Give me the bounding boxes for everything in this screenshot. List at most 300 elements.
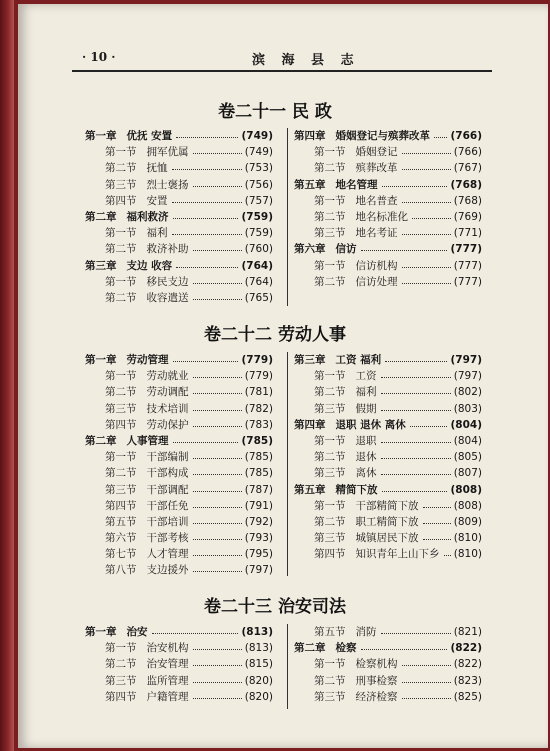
page-header	[72, 48, 492, 72]
entry-title: 烈士褒扬	[146, 178, 189, 191]
column-divider	[287, 352, 288, 576]
dot-leader	[402, 689, 451, 699]
entry-number: 第一节	[314, 194, 346, 207]
entry-number: 第三节	[105, 402, 137, 415]
entry-number: 第二节	[314, 210, 346, 223]
page-number: · 10 ·	[82, 50, 116, 64]
entry-number: 第一节	[314, 370, 346, 383]
entry-title: 治安	[126, 626, 148, 638]
entry-number: 第二节	[105, 162, 137, 175]
entry-title: 殡葬改革	[355, 162, 398, 175]
entry-page: (820)	[244, 674, 273, 687]
entry-title: 福利	[146, 227, 168, 240]
entry-page: (810)	[453, 548, 482, 561]
toc-section-entry	[85, 225, 273, 241]
toc-section-entry	[85, 241, 273, 257]
toc-section-entry	[85, 193, 273, 209]
dot-leader	[402, 274, 451, 284]
entry-number: 第三节	[314, 467, 346, 480]
entry-page: (764)	[241, 259, 273, 272]
entry-page: (820)	[244, 690, 273, 703]
dot-leader	[193, 384, 242, 394]
entry-title: 抚恤	[146, 162, 168, 175]
entry-page: (805)	[453, 451, 482, 464]
volume-title-21: 卷二十一 民 政	[218, 102, 332, 122]
entry-title: 地名标准化	[355, 210, 408, 223]
toc-section-entry	[85, 530, 273, 546]
toc-section-entry	[85, 401, 273, 417]
entry-number: 第二节	[314, 386, 346, 399]
entry-title: 收容遣送	[146, 291, 189, 304]
entry-number: 第五章	[294, 178, 326, 191]
entry-title: 干部编制	[146, 451, 189, 464]
entry-page: (783)	[244, 418, 273, 431]
entry-page: (802)	[453, 386, 482, 399]
entry-title: 拥军优属	[146, 146, 189, 159]
toc-section-entry	[294, 144, 482, 160]
volume-title-23: 卷二十三 治安司法	[204, 597, 346, 617]
dot-leader	[193, 290, 242, 300]
entry-number: 第一节	[314, 146, 346, 159]
entry-title: 治安机构	[146, 642, 189, 655]
entry-title: 刑事检察	[355, 674, 398, 687]
entry-page: (768)	[450, 178, 482, 191]
dot-leader	[176, 258, 238, 268]
toc-section-entry	[85, 514, 273, 530]
entry-page: (767)	[453, 162, 482, 175]
entry-number: 第一节	[105, 370, 137, 383]
entry-title: 干部培训	[146, 515, 189, 528]
dot-leader	[423, 530, 451, 540]
entry-page: (808)	[450, 483, 482, 496]
toc-section-entry	[294, 624, 482, 640]
entry-page: (768)	[453, 194, 482, 207]
entry-page: (797)	[244, 564, 273, 577]
entry-page: (781)	[244, 386, 273, 399]
entry-number: 第三节	[314, 402, 346, 415]
entry-title: 移民支边	[146, 275, 189, 288]
entry-title: 干部精简下放	[355, 499, 419, 512]
entry-number: 第二节	[105, 658, 137, 671]
entry-title: 信访	[335, 243, 357, 256]
entry-number: 第二节	[105, 386, 137, 399]
entry-number: 第四章	[294, 418, 326, 431]
entry-number: 第二节	[314, 674, 346, 687]
column-divider	[287, 624, 288, 709]
toc-section-entry	[85, 673, 273, 689]
dot-leader	[402, 160, 451, 170]
dot-leader	[193, 482, 242, 492]
toc-section-entry	[294, 530, 482, 546]
entry-page: (822)	[450, 642, 482, 655]
dot-leader	[193, 274, 242, 284]
entry-title: 干部构成	[146, 467, 189, 480]
column-divider	[287, 128, 288, 306]
entry-page: (760)	[244, 243, 273, 256]
entry-number: 第一节	[314, 259, 346, 272]
dot-leader	[193, 530, 242, 540]
toc-chapter-entry	[294, 128, 482, 144]
entry-page: (759)	[241, 210, 273, 223]
entry-title: 城镇居民下放	[355, 532, 419, 545]
entry-title: 户籍管理	[146, 690, 189, 703]
entry-page: (766)	[453, 146, 482, 159]
entry-number: 第二章	[85, 210, 117, 223]
dot-leader	[423, 514, 451, 524]
entry-title: 福利	[355, 386, 377, 399]
entry-number: 第一节	[105, 227, 137, 240]
toc-chapter-entry	[294, 241, 482, 257]
entry-number: 第一章	[85, 626, 117, 638]
dot-leader	[402, 144, 451, 154]
entry-number: 第二章	[85, 434, 117, 447]
entry-number: 第二节	[105, 243, 137, 256]
entry-number: 第二章	[294, 642, 326, 655]
toc-section-entry	[85, 417, 273, 433]
dot-leader	[173, 209, 239, 219]
entry-page: (782)	[244, 402, 273, 415]
entry-title: 优抚 安置	[126, 130, 173, 142]
entry-title: 检察	[335, 642, 357, 655]
entry-number: 第四节	[314, 548, 346, 561]
entry-page: (777)	[453, 275, 482, 288]
entry-number: 第一节	[314, 434, 346, 447]
toc-section-entry	[294, 656, 482, 672]
entry-title: 安置	[146, 194, 168, 207]
entry-number: 第二节	[105, 291, 137, 304]
toc-column-left-21	[85, 128, 273, 306]
dot-leader	[361, 241, 448, 251]
toc-column-left-23	[85, 624, 273, 705]
entry-title: 支边 收容	[126, 259, 173, 272]
toc-column-left-22	[85, 352, 273, 579]
entry-number: 第四节	[105, 194, 137, 207]
book-title: 滨 海 县 志	[252, 53, 360, 68]
toc-section-entry	[85, 177, 273, 193]
entry-page: (779)	[244, 370, 273, 383]
dot-leader	[381, 368, 451, 378]
entry-number: 第三节	[105, 178, 137, 191]
entry-title: 退职	[355, 434, 377, 447]
dot-leader	[172, 193, 242, 203]
entry-title: 福利救济	[126, 210, 169, 223]
toc-section-entry	[294, 449, 482, 465]
entry-title: 干部任免	[146, 499, 189, 512]
dot-leader	[385, 352, 447, 362]
entry-number: 第八节	[105, 564, 137, 577]
entry-title: 退职 退休 离休	[335, 418, 406, 431]
entry-page: (793)	[244, 532, 273, 545]
entry-title: 信访处理	[355, 275, 398, 288]
dot-leader	[172, 225, 242, 235]
dot-leader	[412, 209, 451, 219]
toc-section-entry	[294, 433, 482, 449]
entry-page: (765)	[244, 291, 273, 304]
entry-page: (823)	[453, 674, 482, 687]
entry-number: 第三节	[314, 532, 346, 545]
dot-leader	[193, 465, 242, 475]
entry-page: (797)	[450, 354, 482, 366]
dot-leader	[193, 417, 242, 427]
entry-number: 第五节	[314, 626, 346, 638]
entry-page: (785)	[244, 451, 273, 464]
entry-title: 技术培训	[146, 402, 189, 415]
entry-number: 第四章	[294, 130, 326, 142]
entry-title: 工资	[355, 370, 377, 383]
dot-leader	[193, 562, 242, 572]
dot-leader	[382, 177, 448, 187]
dot-leader	[193, 640, 242, 650]
toc-section-entry	[294, 401, 482, 417]
toc-chapter-entry	[85, 258, 273, 274]
toc-section-entry	[294, 514, 482, 530]
dot-leader	[382, 482, 448, 492]
entry-title: 人才管理	[146, 548, 189, 561]
toc-section-entry	[85, 368, 273, 384]
entry-title: 监所管理	[146, 674, 189, 687]
entry-page: (808)	[453, 499, 482, 512]
toc-section-entry	[85, 640, 273, 656]
dot-leader	[193, 546, 242, 556]
dot-leader	[193, 177, 242, 187]
toc-section-entry	[85, 689, 273, 705]
entry-title: 经济检察	[355, 690, 398, 703]
entry-page: (757)	[244, 194, 273, 207]
toc-column-right-22	[294, 352, 482, 562]
toc-section-entry	[294, 689, 482, 705]
entry-page: (779)	[241, 354, 273, 366]
dot-leader	[381, 465, 451, 475]
entry-title: 劳动管理	[126, 354, 169, 366]
entry-number: 第一节	[314, 499, 346, 512]
entry-number: 第四节	[105, 499, 137, 512]
dot-leader	[402, 193, 451, 203]
entry-title: 职工精简下放	[355, 515, 419, 528]
entry-page: (764)	[244, 275, 273, 288]
entry-title: 退休	[355, 451, 377, 464]
dot-leader	[402, 673, 451, 683]
entry-page: (769)	[453, 210, 482, 223]
entry-page: (803)	[453, 402, 482, 415]
entry-title: 假期	[355, 402, 377, 415]
entry-number: 第三节	[314, 690, 346, 703]
toc-chapter-entry	[85, 128, 273, 144]
entry-number: 第一节	[105, 642, 137, 655]
dot-leader	[381, 449, 451, 459]
toc-section-entry	[85, 160, 273, 176]
dot-leader	[193, 368, 242, 378]
entry-page: (777)	[453, 259, 482, 272]
toc-chapter-entry	[294, 177, 482, 193]
toc-section-entry	[85, 498, 273, 514]
entry-title: 信访机构	[355, 259, 398, 272]
entry-title: 消防	[355, 626, 377, 638]
entry-number: 第六章	[294, 243, 326, 256]
dot-leader	[410, 417, 448, 427]
toc-chapter-entry	[294, 417, 482, 433]
entry-page: (756)	[244, 178, 273, 191]
dot-leader	[402, 258, 451, 268]
toc-column-right-21	[294, 128, 482, 290]
dot-leader	[176, 128, 238, 138]
dot-leader	[193, 449, 242, 459]
entry-number: 第五节	[105, 515, 137, 528]
toc-section-entry	[294, 465, 482, 481]
entry-title: 人事管理	[126, 434, 169, 447]
entry-title: 婚姻登记与殡葬改革	[335, 130, 430, 142]
toc-section-entry	[85, 274, 273, 290]
dot-leader	[193, 144, 242, 154]
entry-page: (809)	[453, 515, 482, 528]
dot-leader	[193, 656, 242, 666]
entry-number: 第五章	[294, 483, 326, 496]
entry-page: (807)	[453, 467, 482, 480]
entry-number: 第一章	[85, 130, 117, 142]
toc-chapter-entry	[85, 433, 273, 449]
dot-leader	[434, 128, 447, 138]
entry-number: 第二节	[314, 162, 346, 175]
toc-column-right-23	[294, 624, 482, 705]
toc-section-entry	[294, 384, 482, 400]
entry-page: (785)	[241, 434, 273, 447]
entry-number: 第六节	[105, 532, 137, 545]
entry-title: 干部考核	[146, 532, 189, 545]
toc-section-entry	[294, 193, 482, 209]
toc-section-entry	[85, 290, 273, 306]
dot-leader	[402, 656, 451, 666]
entry-title: 地名考证	[355, 227, 398, 240]
toc-section-entry	[85, 656, 273, 672]
dot-leader	[172, 160, 242, 170]
entry-number: 第三章	[85, 259, 117, 272]
dot-leader	[381, 624, 451, 634]
toc-section-entry	[85, 449, 273, 465]
dot-leader	[381, 384, 451, 394]
entry-page: (792)	[244, 515, 273, 528]
entry-page: (813)	[241, 626, 273, 638]
entry-number: 第三节	[105, 674, 137, 687]
entry-title: 干部调配	[146, 483, 189, 496]
dot-leader	[193, 689, 242, 699]
toc-chapter-entry	[85, 624, 273, 640]
entry-number: 第二节	[314, 515, 346, 528]
entry-title: 治安管理	[146, 658, 189, 671]
entry-page: (787)	[244, 483, 273, 496]
entry-page: (785)	[244, 467, 273, 480]
dot-leader	[193, 401, 242, 411]
entry-page: (813)	[244, 642, 273, 655]
entry-page: (822)	[453, 658, 482, 671]
entry-page: (777)	[450, 243, 482, 256]
entry-number: 第一章	[85, 354, 117, 366]
entry-page: (766)	[450, 130, 482, 142]
entry-page: (795)	[244, 548, 273, 561]
entry-title: 救济补助	[146, 243, 189, 256]
entry-page: (749)	[241, 130, 273, 142]
toc-section-entry	[294, 673, 482, 689]
toc-section-entry	[294, 368, 482, 384]
entry-page: (753)	[244, 162, 273, 175]
toc-section-entry	[294, 274, 482, 290]
toc-section-entry	[294, 225, 482, 241]
entry-page: (797)	[453, 370, 482, 383]
entry-page: (759)	[244, 227, 273, 240]
toc-chapter-entry	[294, 640, 482, 656]
entry-title: 知识青年上山下乡	[355, 548, 440, 561]
dot-leader	[152, 624, 239, 634]
dot-leader	[402, 225, 451, 235]
entry-number: 第四节	[105, 690, 137, 703]
entry-title: 劳动调配	[146, 386, 189, 399]
toc-section-entry	[294, 498, 482, 514]
entry-title: 婚姻登记	[355, 146, 398, 159]
entry-number: 第一节	[314, 658, 346, 671]
entry-title: 劳动就业	[146, 370, 189, 383]
entry-title: 地名管理	[335, 178, 378, 191]
entry-page: (810)	[453, 532, 482, 545]
toc-section-entry	[85, 465, 273, 481]
toc-chapter-entry	[294, 482, 482, 498]
toc-section-entry	[85, 144, 273, 160]
entry-number: 第二节	[105, 467, 137, 480]
dot-leader	[193, 514, 242, 524]
dot-leader	[444, 546, 451, 556]
entry-page: (825)	[453, 690, 482, 703]
entry-page: (821)	[453, 626, 482, 638]
toc-chapter-entry	[294, 352, 482, 368]
entry-page: (771)	[453, 227, 482, 240]
dot-leader	[381, 433, 451, 443]
entry-page: (804)	[453, 434, 482, 447]
entry-title: 精简下放	[335, 483, 378, 496]
entry-number: 第三章	[294, 354, 326, 366]
dot-leader	[381, 401, 451, 411]
dot-leader	[173, 352, 239, 362]
toc-section-entry	[85, 384, 273, 400]
entry-title: 地名普查	[355, 194, 398, 207]
toc-section-entry	[85, 546, 273, 562]
entry-number: 第一节	[105, 275, 137, 288]
entry-number: 第四节	[105, 418, 137, 431]
entry-page: (815)	[244, 658, 273, 671]
entry-number: 第三节	[105, 483, 137, 496]
dot-leader	[193, 241, 242, 251]
entry-number: 第一节	[105, 146, 137, 159]
entry-page: (791)	[244, 499, 273, 512]
toc-section-entry	[294, 209, 482, 225]
toc-section-entry	[85, 562, 273, 578]
entry-number: 第二节	[314, 451, 346, 464]
entry-title: 工资 福利	[335, 354, 382, 366]
toc-section-entry	[294, 546, 482, 562]
dot-leader	[193, 498, 242, 508]
entry-number: 第二节	[314, 275, 346, 288]
dot-leader	[423, 498, 451, 508]
entry-title: 离休	[355, 467, 377, 480]
dot-leader	[361, 640, 448, 650]
entry-number: 第七节	[105, 548, 137, 561]
dot-leader	[193, 673, 242, 683]
toc-section-entry	[85, 482, 273, 498]
entry-page: (804)	[450, 418, 482, 431]
entry-title: 支边援外	[146, 564, 189, 577]
toc-chapter-entry	[85, 209, 273, 225]
toc-section-entry	[294, 258, 482, 274]
volume-title-22: 卷二十二 劳动人事	[204, 325, 346, 345]
toc-chapter-entry	[85, 352, 273, 368]
entry-page: (749)	[244, 146, 273, 159]
entry-title: 检察机构	[355, 658, 398, 671]
